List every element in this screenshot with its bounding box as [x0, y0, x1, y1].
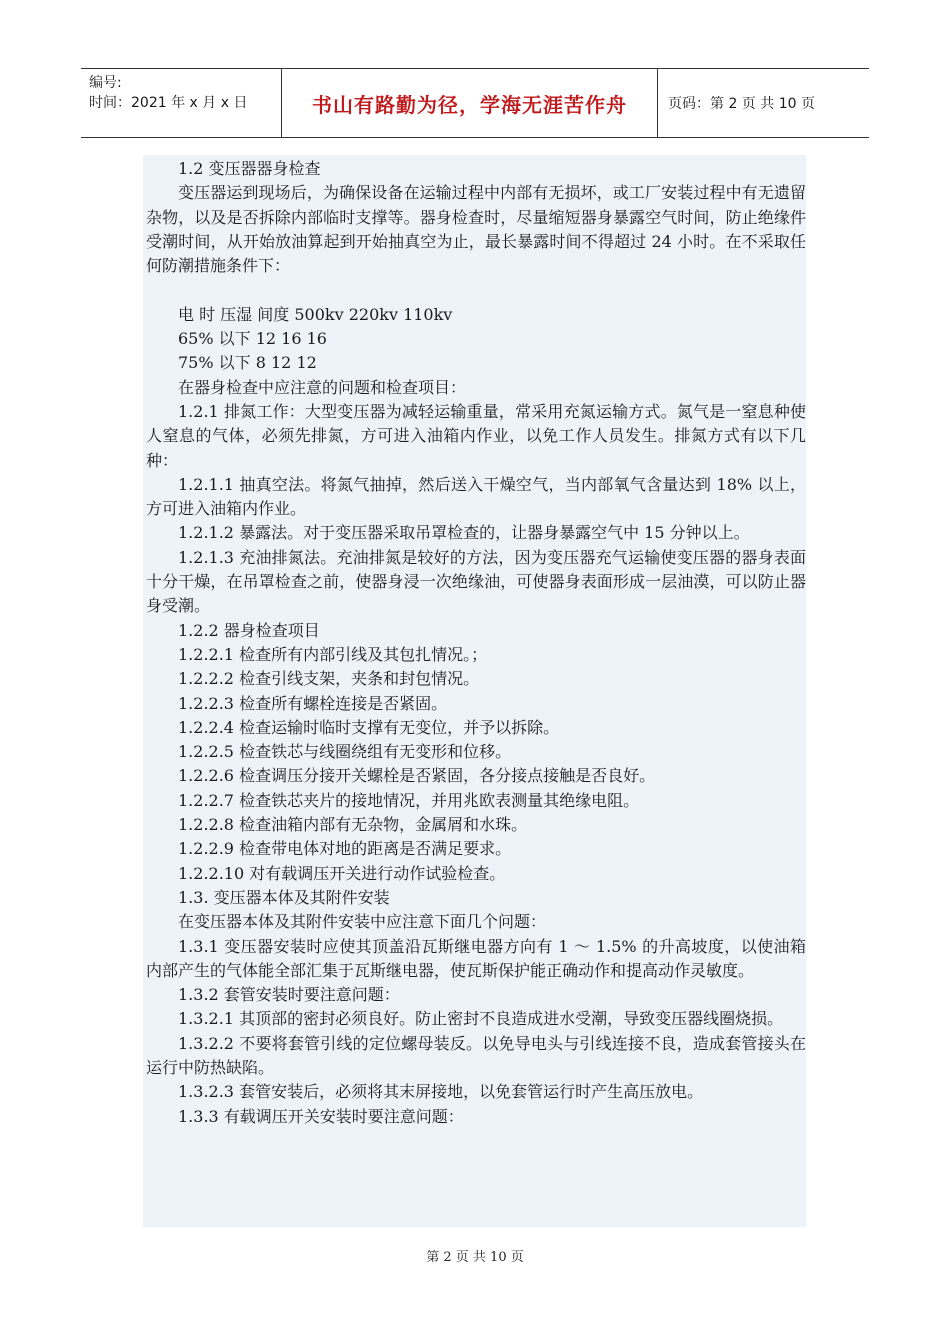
- serial-number-label: 编号:: [89, 75, 122, 91]
- header-motto-cell: [282, 69, 658, 137]
- paragraph: 1.2.2.3 检查所有螺栓连接是否紧固。: [178, 693, 448, 713]
- paragraph: 1.2.2.6 检查调压分接开关螺栓是否紧固，各分接点接触是否良好。: [178, 766, 656, 786]
- document-body: [143, 155, 806, 1227]
- page-header: [81, 68, 869, 138]
- paragraph: 变压器运到现场后，为确保设备在运输过程中内部有无损坏，或工厂安装过程中有无遗留杂物，以及是否拆除内部临时支撑等。器身检查时，尽量缩短器身暴露空气时间，防止绝缘件受潮时间，从开始放油算起到开始抽真空为止，最长暴露时间不得超过 24 小时。在不采取任何防潮措施条件下：: [146, 183, 806, 276]
- paragraph: 1.2.2.9 检查带电体对地的距离是否满足要求。: [178, 839, 512, 859]
- paragraph: 1.2.1.3 充油排氮法。充油排氮是较好的方法，因为变压器充气运输使变压器的器身表面十分干燥，在吊罩检查之前，使器身浸一次绝缘油，可使器身表面形成一层油漠，可以防止器身受潮。: [146, 547, 806, 616]
- paragraph: 1.2.1 排氮工作：大型变压器为减轻运输重量，常采用充氮运输方式。氮气是一窒息种使人窒息的气体，必须先排氮，方可进入油箱内作业，以免工作人员发生。排氮方式有以下几种：: [146, 401, 806, 470]
- paragraph: 1.3.2 套管安装时要注意问题：: [178, 985, 400, 1005]
- footer-page-number: 第 2 页 共 10 页: [426, 1250, 524, 1265]
- paragraph: 电 时 压湿 间度 500kv 220kv 110kv: [178, 304, 453, 324]
- paragraph: 在器身检查中应注意的问题和检查项目：: [178, 377, 467, 397]
- paragraph: 1.2.2 器身检查项目: [178, 620, 320, 640]
- paragraph: 1.2.2.4 检查运输时临时支撑有无变位，并予以拆除。: [178, 717, 560, 737]
- paragraph: 1.3. 变压器本体及其附件安装: [178, 887, 390, 907]
- paragraph: 1.3.3 有载调压开关安装时要注意问题：: [178, 1106, 464, 1126]
- paragraph: 1.2.2.1 检查所有内部引线及其包扎情况。；: [178, 644, 488, 664]
- paragraph: 1.2.1.1 抽真空法。将氮气抽掉，然后送入干燥空气，当内部氧气含量达到 18% 以上，方可进入油箱内作业。: [146, 474, 806, 519]
- date-label: 时间：2021 年 x 月 x 日: [89, 95, 248, 111]
- paragraph: 1.3.2.1 其顶部的密封必须良好。防止密封不良造成进水受潮，导致变压器线圈烧损。: [178, 1009, 784, 1029]
- paragraph: 1.2.2.2 检查引线支架，夹条和封包情况。: [178, 669, 480, 689]
- paragraph: 1.2.2.5 检查铁芯与线圈绕组有无变形和位移。: [178, 742, 512, 762]
- motto-text: 书山有路勤为径，学海无涯苦作舟: [312, 92, 627, 117]
- paragraph: 75% 以下 8 12 12: [178, 353, 317, 373]
- page-footer: [0, 1246, 950, 1265]
- paragraph: 65% 以下 12 16 16: [178, 329, 327, 349]
- paragraph: 在变压器本体及其附件安装中应注意下面几个问题：: [178, 912, 547, 932]
- paragraph: 1.2 变压器器身检查: [178, 159, 321, 178]
- paragraph: 1.2.2.8 检查油箱内部有无杂物，金属屑和水珠。: [178, 815, 528, 835]
- paragraph: 1.3.2.2 不要将套管引线的定位螺母装反。以免导电头与引线连接不良，造成套管接头在运行中防热缺陷。: [146, 1033, 806, 1077]
- paragraph: 1.3.2.3 套管安装后，必须将其末屏接地，以免套管运行时产生高压放电。: [178, 1082, 704, 1102]
- paragraph: [146, 278, 806, 302]
- paragraph: 1.2.2.10 对有载调压开关进行动作试验检查。: [178, 863, 506, 883]
- paragraph: 1.2.1.2 暴露法。对于变压器采取吊罩检查的，让器身暴露空气中 15 分钟以上。: [178, 523, 750, 543]
- paragraph: 1.2.2.7 检查铁芯夹片的接地情况，并用兆欧表测量其绝缘电阻。: [178, 790, 640, 810]
- paragraph: 1.3.1 变压器安装时应使其顶盖沿瓦斯继电器方向有 1 ～ 1.5% 的升高坡度，以使油箱内部产生的气体能全部汇集于瓦斯继电器，使瓦斯保护能正确动作和提高动作灵敏度。: [146, 936, 806, 980]
- page-number-label: 页码：第 2 页 共 10 页: [668, 96, 815, 112]
- header-page-cell: [658, 69, 869, 137]
- header-meta-cell: [81, 69, 282, 137]
